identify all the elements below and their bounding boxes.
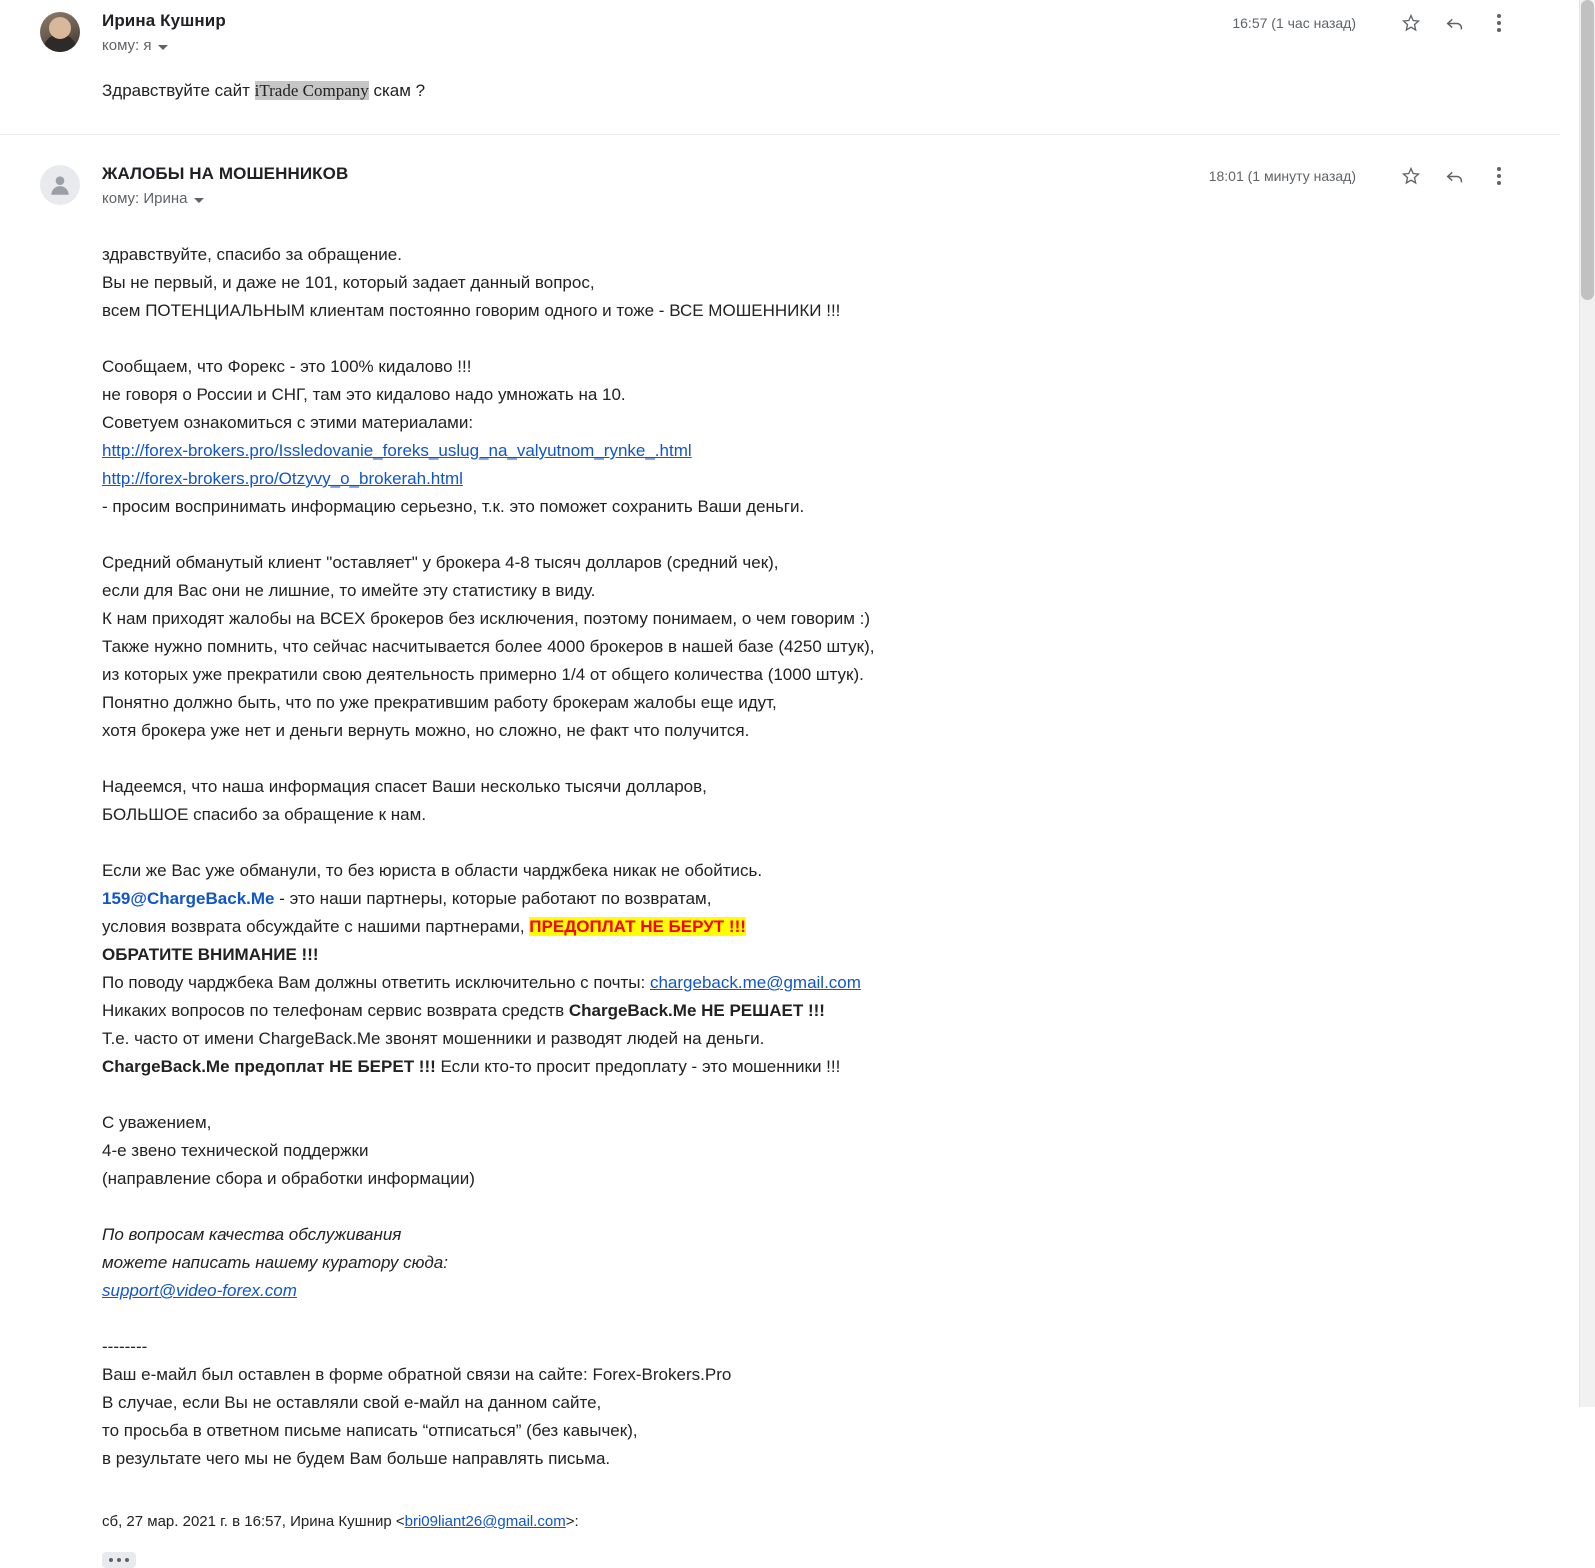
more-options-icon[interactable] xyxy=(1484,8,1514,38)
sender-block xyxy=(102,161,348,209)
body-line: Т.е. часто от имени ChargeBack.Me звонят мошенники и разводят людей на деньги. xyxy=(102,1029,765,1048)
message-body xyxy=(102,56,1560,104)
body-line: С уважением, xyxy=(102,1113,212,1132)
body-line xyxy=(102,913,1560,941)
body-line: Вы не первый, и даже не 101, который задает данный вопрос, xyxy=(102,273,595,292)
prepayment-warning-highlight: ПРЕДОПЛАТ НЕ БЕРУТ !!! xyxy=(529,917,746,936)
recipient-row[interactable] xyxy=(102,189,348,209)
chevron-down-icon[interactable] xyxy=(194,198,204,203)
forex-reviews-link[interactable]: http://forex-brokers.pro/Otzyvy_o_brokerah.html xyxy=(102,469,463,488)
body-text-suffix: скам ? xyxy=(368,81,426,100)
body-line: Средний обманутый клиент "оставляет" у брокера 4-8 тысяч долларов (средний чек), xyxy=(102,553,779,572)
avatar xyxy=(40,165,80,205)
partner-email-link[interactable]: 159@ChargeBack.Me xyxy=(102,889,275,908)
message-header xyxy=(0,0,1560,56)
body-line: В случае, если Вы не оставляли свой е-майл на данном сайте, xyxy=(102,1393,602,1412)
recipient-row[interactable] xyxy=(102,36,226,56)
dot xyxy=(117,1558,121,1562)
body-line: (направление сбора и обработки информации) xyxy=(102,1169,475,1188)
body-text: условия возврата обсуждайте с нашими партнерами, xyxy=(102,917,530,936)
show-trimmed-content-button[interactable] xyxy=(102,1552,136,1568)
body-line xyxy=(102,437,1560,465)
body-text-prefix: Здравствуйте сайт xyxy=(102,81,255,100)
body-line: 4-е звено технической поддержки xyxy=(102,1141,369,1160)
sender-block xyxy=(102,8,226,56)
body-line: можете написать нашему куратору сюда: xyxy=(102,1253,448,1272)
body-line: Сообщаем, что Форекс - это 100% кидалово !!! xyxy=(102,357,472,376)
selected-text: iTrade Company xyxy=(254,81,369,100)
chargeback-email-link[interactable]: chargeback.me@gmail.com xyxy=(649,973,861,992)
chevron-down-icon[interactable] xyxy=(158,45,168,50)
body-line: По вопросам качества обслуживания xyxy=(102,1225,402,1244)
body-text-bold: ChargeBack.Me предоплат НЕ БЕРЕТ !!! xyxy=(102,1057,436,1076)
message-body xyxy=(102,209,1560,1473)
quote-suffix: >: xyxy=(565,1513,579,1530)
reply-icon[interactable] xyxy=(1440,8,1470,38)
recipient-label: кому: Ирина xyxy=(102,190,188,207)
support-email-link[interactable]: support@video-forex.com xyxy=(102,1281,297,1300)
body-text-bold: ChargeBack.Me НЕ РЕШАЕТ !!! xyxy=(568,1001,825,1020)
body-line xyxy=(102,885,1560,913)
body-line: Если же Вас уже обманули, то без юриста в области чарджбека никак не обойтись. xyxy=(102,861,763,880)
body-line: Также нужно помнить, что сейчас насчитывается более 4000 брокеров в нашей базе (4250 штук), xyxy=(102,637,875,656)
body-line: хотя брокера уже нет и деньги вернуть можно, но сложно, не факт что получится. xyxy=(102,721,750,740)
quoted-header xyxy=(102,1513,1560,1530)
body-text: По поводу чарджбека Вам должны ответить исключительно с почты: xyxy=(102,973,650,992)
spacer xyxy=(102,1193,1560,1221)
body-line xyxy=(102,465,1560,493)
body-line: в результате чего мы не будем Вам больше направлять письма. xyxy=(102,1449,611,1468)
body-line: не говоря о России и СНГ, там это кидалово надо умножать на 10. xyxy=(102,385,626,404)
scrollbar-track[interactable] xyxy=(1579,0,1595,1407)
timestamp: 16:57 (1 час назад) xyxy=(1232,15,1356,31)
body-line: из которых уже прекратили свою деятельность примерно 1/4 от общего количества (1000 штук). xyxy=(102,665,864,684)
body-line xyxy=(102,78,1560,104)
body-line xyxy=(102,1053,1560,1081)
message-meta xyxy=(1232,8,1514,38)
body-line: Надеемся, что наша информация спасет Ваши несколько тысячи долларов, xyxy=(102,777,707,796)
quote-prefix: сб, 27 мар. 2021 г. в 16:57, Ирина Кушнир < xyxy=(102,1513,405,1530)
message-meta xyxy=(1209,161,1514,191)
dot xyxy=(109,1558,113,1562)
spacer xyxy=(102,829,1560,857)
body-text: - это наши партнеры, которые работают по возвратам, xyxy=(274,889,712,908)
body-line xyxy=(102,969,1560,997)
body-line: Советуем ознакомиться с этими материалами: xyxy=(102,413,474,432)
body-line: - просим воспринимать информацию серьезно, т.к. это поможет сохранить Ваши деньги. xyxy=(102,497,805,516)
body-line xyxy=(102,997,1560,1025)
body-line xyxy=(102,1277,1560,1305)
body-text: Если кто-то просит предоплату - это мошенники !!! xyxy=(435,1057,841,1076)
spacer xyxy=(102,521,1560,549)
body-line: Понятно должно быть, что по уже прекратившим работу брокерам жалобы еще идут, xyxy=(102,693,777,712)
scrollbar-thumb[interactable] xyxy=(1581,0,1594,300)
email-message-2 xyxy=(0,135,1560,1568)
body-line-attention: ОБРАТИТЕ ВНИМАНИЕ !!! xyxy=(102,945,319,964)
body-line: Ваш е-майл был оставлен в форме обратной связи на сайте: Forex-Brokers.Pro xyxy=(102,1365,732,1384)
spacer xyxy=(102,1305,1560,1333)
star-icon[interactable] xyxy=(1396,8,1426,38)
spacer xyxy=(102,325,1560,353)
body-line: здравствуйте, спасибо за обращение. xyxy=(102,245,402,264)
star-icon[interactable] xyxy=(1396,161,1426,191)
avatar xyxy=(40,12,80,52)
forex-research-link[interactable]: http://forex-brokers.pro/Issledovanie_foreks_uslug_na_valyutnom_rynke_.html xyxy=(102,441,692,460)
body-line: -------- xyxy=(102,1337,148,1356)
body-line: БОЛЬШОЕ спасибо за обращение к нам. xyxy=(102,805,427,824)
body-line: К нам приходят жалобы на ВСЕХ брокеров без исключения, поэтому понимаем, о чем говорим :) xyxy=(102,609,871,628)
dot xyxy=(125,1558,129,1562)
email-message-1 xyxy=(0,0,1560,104)
sender-name: ЖАЛОБЫ НА МОШЕННИКОВ xyxy=(102,164,349,183)
quoted-sender-email-link[interactable]: bri09liant26@gmail.com xyxy=(404,1513,566,1530)
timestamp: 18:01 (1 минуту назад) xyxy=(1208,168,1356,184)
body-line: то просьба в ответном письме написать “отписаться” (без кавычек), xyxy=(102,1421,638,1440)
body-line: всем ПОТЕНЦИАЛЬНЫМ клиентам постоянно говорим одного и тоже - ВСЕ МОШЕННИКИ !!! xyxy=(102,301,841,320)
more-options-icon[interactable] xyxy=(1484,161,1514,191)
spacer xyxy=(102,745,1560,773)
spacer xyxy=(102,1081,1560,1109)
sender-name: Ирина Кушнир xyxy=(102,11,226,30)
body-text: Никаких вопросов по телефонам сервис возврата средств xyxy=(102,1001,569,1020)
body-line: если для Вас они не лишние, то имейте эту статистику в виду. xyxy=(102,581,596,600)
message-header xyxy=(0,153,1560,209)
recipient-label: кому: я xyxy=(102,37,152,54)
reply-icon[interactable] xyxy=(1440,161,1470,191)
